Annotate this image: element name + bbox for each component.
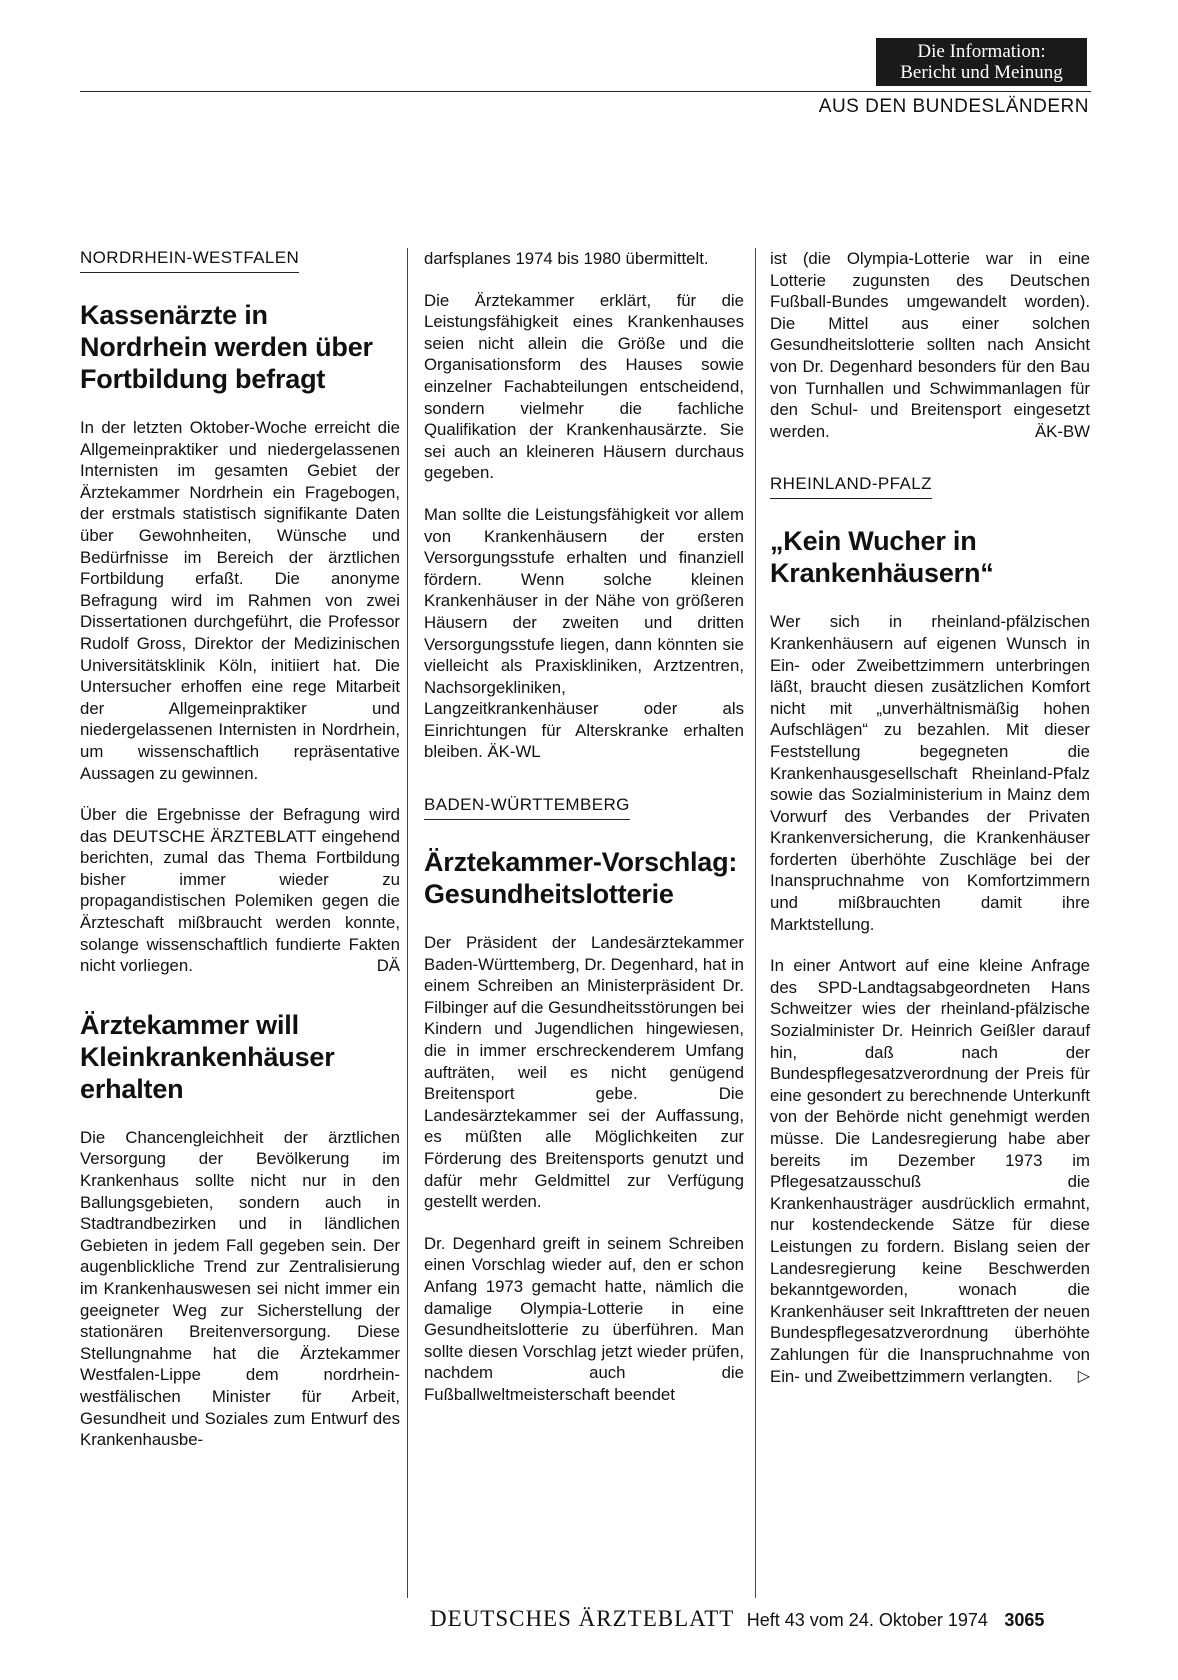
article-paragraph (770, 248, 1090, 442)
page-footer (430, 1606, 1044, 1632)
paragraph-text: Man sollte die Leistungsfähigkeit vor allem von Krankenhäusern der ersten Versorgungsstufe erhalten und finanziell fördern. Wenn solche kleinen Krankenhäuser in der Nähe von größeren Häusern der zweiten und dritten Versorgungsstufe liegen, dann könnten sie vielleicht als Praxiskliniken, Arztzentren, Nachsorgekliniken, Langzeitkrankenhäuser oder als Einrichtungen für Alterskranke erhalten bleiben. (424, 504, 744, 762)
region-heading-nrw: NORDRHEIN-WESTFALEN (80, 248, 299, 273)
journal-name: DEUTSCHES ÄRZTEBLATT (430, 1606, 735, 1631)
continue-arrow-icon: ▷ (1077, 1367, 1090, 1385)
article-paragraph (424, 504, 744, 763)
article-paragraph: Die Ärztekammer erklärt, für die Leistungsfähigkeit eines Krankenhauses seien nicht allein die Größe und die Organisationsform des Hauses sowie einzelner Fachabteilungen entscheidend, sondern vielmehr die fachliche Qualifikation der Krankenhausärzte. Sie sei auch an kleineren Häusern durchaus gegeben. (424, 290, 744, 483)
header-rule (80, 91, 1091, 92)
paragraph-text: In einer Antwort auf eine kleine Anfrage des SPD-Landtagsabgeordneten Hans Schweitzer wies der rheinland-pfälzische Sozialminister Dr. Heinrich Geißler darauf hin, daß nach der Bundespflegesatzverordnung der Preis für eine gesondert zu berechnende Unterkunft von der Behörde nicht genehmigt werden müsse. Die Landesregierung habe aber bereits im Dezember 1973 im Pflegesatzausschuß die Krankenhausträger ausdrücklich ermahnt, nur kostendeckende Sätze für diese Leistungen zu fordern. Bislang seien der Landesregierung keine Beschwerden bekanntgeworden, wonach die Krankenhäuser seit Inkrafttreten der neuen Bundespflegesatzverordnung überhöhte Zahlungen für die Inanspruchnahme von Ein- und Zweibettzimmern verlangten. (770, 956, 1090, 1386)
article-paragraph: In der letzten Oktober-Woche erreicht die Allgemeinpraktiker und niedergelassenen Internisten im gesamten Gebiet der Ärztekammer Nordrhein ein Fragebogen, der erstmals statistisch signifikante Daten über Gewohnheiten, Wünsche und Bedürfnisse im Bereich der ärztlichen Fortbildung erfaßt. Die anonyme Befragung wird im Rahmen von zwei Dissertationen durchgeführt, die Professor Rudolf Gross, Direktor der Medizinischen Universitätsklinik Köln, initiiert hat. Die Untersucher erhoffen eine rege Mitarbeit der Allgemeinpraktiker und niedergelassenen Internisten in Nordrhein, um wissenschaftlich repräsentative Aussagen zu gewinnen. (80, 418, 400, 783)
article-paragraph (80, 804, 400, 977)
author-signature: ÄK-WL (487, 742, 541, 762)
header-label-line1: Die Information: (917, 41, 1046, 62)
column-divider (755, 248, 756, 1598)
paragraph-text: Über die Ergebnisse der Befragung wird das DEUTSCHE ÄRZTEBLATT eingehend berichten, zumal das Thema Fortbildung bisher immer wieder zu propagandistischen Polemiken gegen die Ärzteschaft mißbraucht werden konnte, solange wissenschaftlich fundierte Fakten nicht vorliegen. (80, 805, 400, 976)
article-title: Ärztekammer-Vorschlag: Gesundheitslotterie (424, 847, 738, 910)
column-2 (424, 248, 744, 1426)
column-3 (770, 248, 1090, 1407)
page-number: 3065 (1004, 1610, 1045, 1630)
column-divider (407, 248, 408, 1598)
author-signature: ÄK-BW (1034, 421, 1090, 441)
author-signature: DÄ (376, 956, 400, 976)
article-paragraph: Dr. Degenhard greift in seinem Schreiben einen Vorschlag wieder auf, den er schon Anfang 1973 gemacht hatte, nämlich die damalige Olympia-Lotterie in eine Gesundheitslotterie zu überführen. Man sollte diesen Vorschlag jetzt wieder prüfen, nachdem auch die Fußballweltmeisterschaft beendet (424, 1233, 744, 1404)
header-label-box (876, 38, 1087, 86)
section-title: AUS DEN BUNDESLÄNDERN (818, 96, 1089, 117)
article-paragraph: darfsplanes 1974 bis 1980 übermittelt. (424, 249, 709, 268)
paragraph-text: ist (die Olympia-Lotterie war in eine Lotterie zugunsten des Deutschen Fußball-Bundes umgewandelt worden). Die Mittel aus einer solchen Gesundheitslotterie sollten nach Ansicht von Dr. Degenhard besonders für den Bau von Turnhallen und Schwimmanlagen für den Schul- und Breitensport eingesetzt werden. (770, 249, 1090, 441)
article-title: „Kein Wucher in Krankenhäusern“ (770, 526, 994, 589)
article-paragraph (770, 955, 1090, 1387)
article-title: Ärztekammer will Kleinkrankenhäuser erhalten (80, 1009, 335, 1104)
article-paragraph: Die Chancengleichheit der ärztlichen Versorgung der Bevölkerung im Krankenhaus sollte nicht nur in den Ballungsgebieten, sondern auch in Stadtrandbezirken und in ländlichen Gebieten in jedem Fall gegeben sein. Der augenblickliche Trend zur Zentralisierung im Krankenhauswesen sei nicht immer ein geeigneter Weg zur Sicherstellung der stationären Breitenversorgung. Diese Stellungnahme hat die Ärztekammer Westfalen-Lippe dem nordrhein-westfälischen Minister für Arbeit, Gesundheit und Soziales zum Entwurf des Krankenhausbe- (80, 1127, 400, 1450)
issue-info: Heft 43 vom 24. Oktober 1974 (746, 1610, 988, 1630)
region-heading-rp: RHEINLAND-PFALZ (770, 474, 932, 499)
article-paragraph: Wer sich in rheinland-pfälzischen Krankenhäusern auf eigenen Wunsch in Ein- oder Zweibettzimmern unterbringen läßt, braucht diesen zusätzlichen Komfort nicht mit „unverhältnismäßig hohen Aufschlägen“ zu bezahlen. Mit dieser Feststellung begegneten die Krankenhausgesellschaft Rheinland-Pfalz sowie das Sozialministerium in Mainz dem Vorwurf des Verbandes der Privaten Krankenversicherung, die Krankenhäuser forderten überhöhte Zuschläge bei der Inanspruchnahme von Komfortzimmern und mißbrauchten damit ihre Marktstellung. (770, 612, 1090, 934)
column-1 (80, 248, 400, 1471)
article-paragraph: Der Präsident der Landesärztekammer Baden-Württemberg, Dr. Degenhard, hat in einem Schreiben an Ministerpräsident Dr. Filbinger auf die Gesundheitsstörungen bei Kindern und Jugendlichen hingewiesen, die in immer erschreckenderem Umfang aufträten, weil es nicht genügend Breitensport gebe. Die Landesärztekammer sei der Auffassung, es müßten alle Möglichkeiten zur Förderung des Breitensports genutzt und dafür mehr Geldmittel zur Verfügung gestellt werden. (424, 933, 744, 1212)
region-heading-bw: BADEN-WÜRTTEMBERG (424, 795, 630, 820)
article-title: Kassenärzte in Nordrhein werden über Fortbildung befragt (80, 300, 373, 394)
header-label-line2: Bericht und Meinung (900, 62, 1063, 83)
